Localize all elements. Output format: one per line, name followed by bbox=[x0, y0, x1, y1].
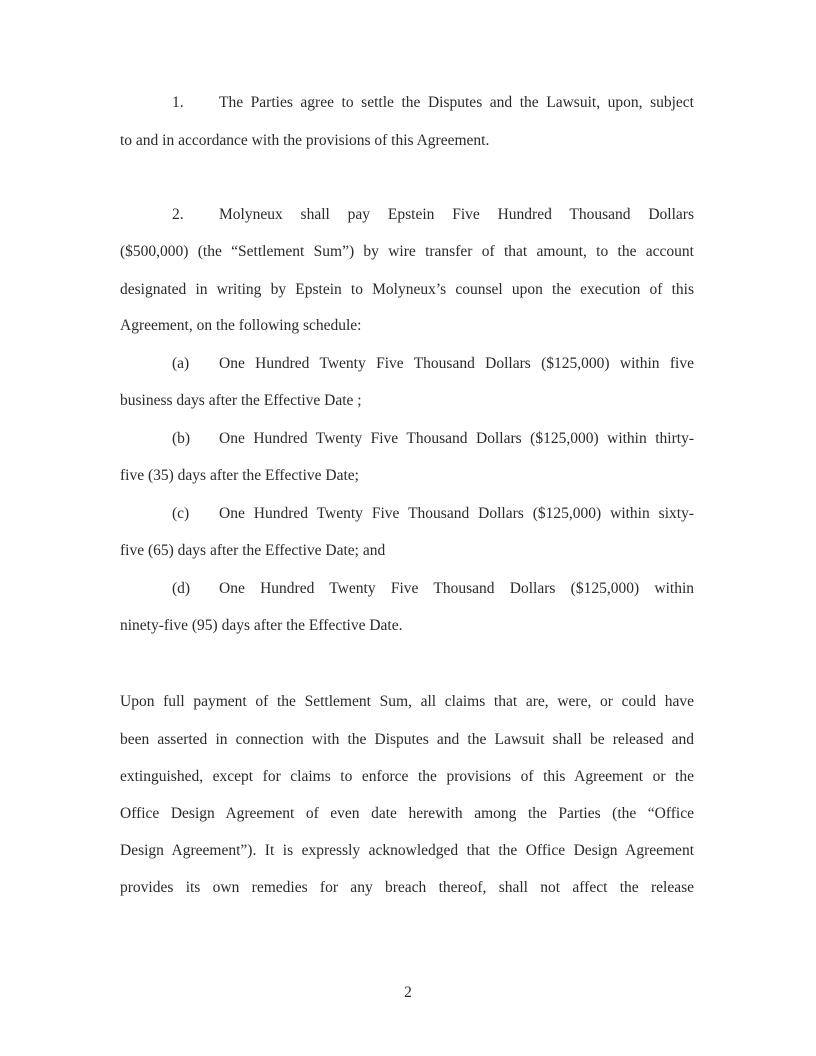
item-b-line-2: five (35) days after the Effective Date; bbox=[120, 467, 359, 484]
item-c-line-2: five (65) days after the Effective Date; and bbox=[120, 542, 386, 559]
para-number: 1. bbox=[172, 94, 184, 111]
para-2-line-4: Agreement, on the following schedule: bbox=[120, 317, 362, 334]
item-d-line-2: ninety-five (95) days after the Effective Date. bbox=[120, 617, 403, 634]
release-line-2: been asserted in connection with the Disputes and the Lawsuit shall be released and bbox=[120, 731, 694, 748]
release-line-4: Office Design Agreement of even date herewith among the Parties (the “Office bbox=[120, 805, 694, 822]
item-a-line-1: (a) One Hundred Twenty Five Thousand Dollars ($125,000) within five bbox=[172, 355, 694, 372]
page-number: 2 bbox=[404, 984, 412, 1001]
para-2-line-1: 2. Molyneux shall pay Epstein Five Hundred Thousand Dollars bbox=[172, 206, 694, 223]
para-1-line-1: 1. The Parties agree to settle the Disputes and the Lawsuit, upon, subject bbox=[172, 94, 694, 111]
release-line-1: Upon full payment of the Settlement Sum, all claims that are, were, or could have bbox=[120, 693, 694, 710]
release-line-3: extinguished, except for claims to enforce the provisions of this Agreement or the bbox=[120, 768, 694, 785]
release-line-5: Design Agreement”). It is expressly acknowledged that the Office Design Agreement bbox=[120, 842, 694, 859]
release-line-6: provides its own remedies for any breach thereof, shall not affect the release bbox=[120, 879, 694, 896]
item-label: (a) bbox=[172, 355, 190, 372]
item-label: (c) bbox=[172, 505, 190, 522]
para-1-line-2: to and in accordance with the provisions of this Agreement. bbox=[120, 132, 490, 149]
item-b-line-1: (b) One Hundred Twenty Five Thousand Dollars ($125,000) within thirty- bbox=[172, 430, 694, 447]
item-a-line-2: business days after the Effective Date ; bbox=[120, 392, 362, 409]
item-c-line-1: (c) One Hundred Twenty Five Thousand Dollars ($125,000) within sixty- bbox=[172, 505, 694, 522]
item-label: (b) bbox=[172, 430, 191, 447]
para-number: 2. bbox=[172, 206, 184, 223]
item-d-line-1: (d) One Hundred Twenty Five Thousand Dollars ($125,000) within bbox=[172, 580, 694, 597]
para-2-line-2: ($500,000) (the “Settlement Sum”) by wire transfer of that amount, to the account bbox=[120, 243, 694, 260]
item-label: (d) bbox=[172, 580, 191, 597]
para-2-line-3: designated in writing by Epstein to Molyneux’s counsel upon the execution of this bbox=[120, 281, 694, 298]
